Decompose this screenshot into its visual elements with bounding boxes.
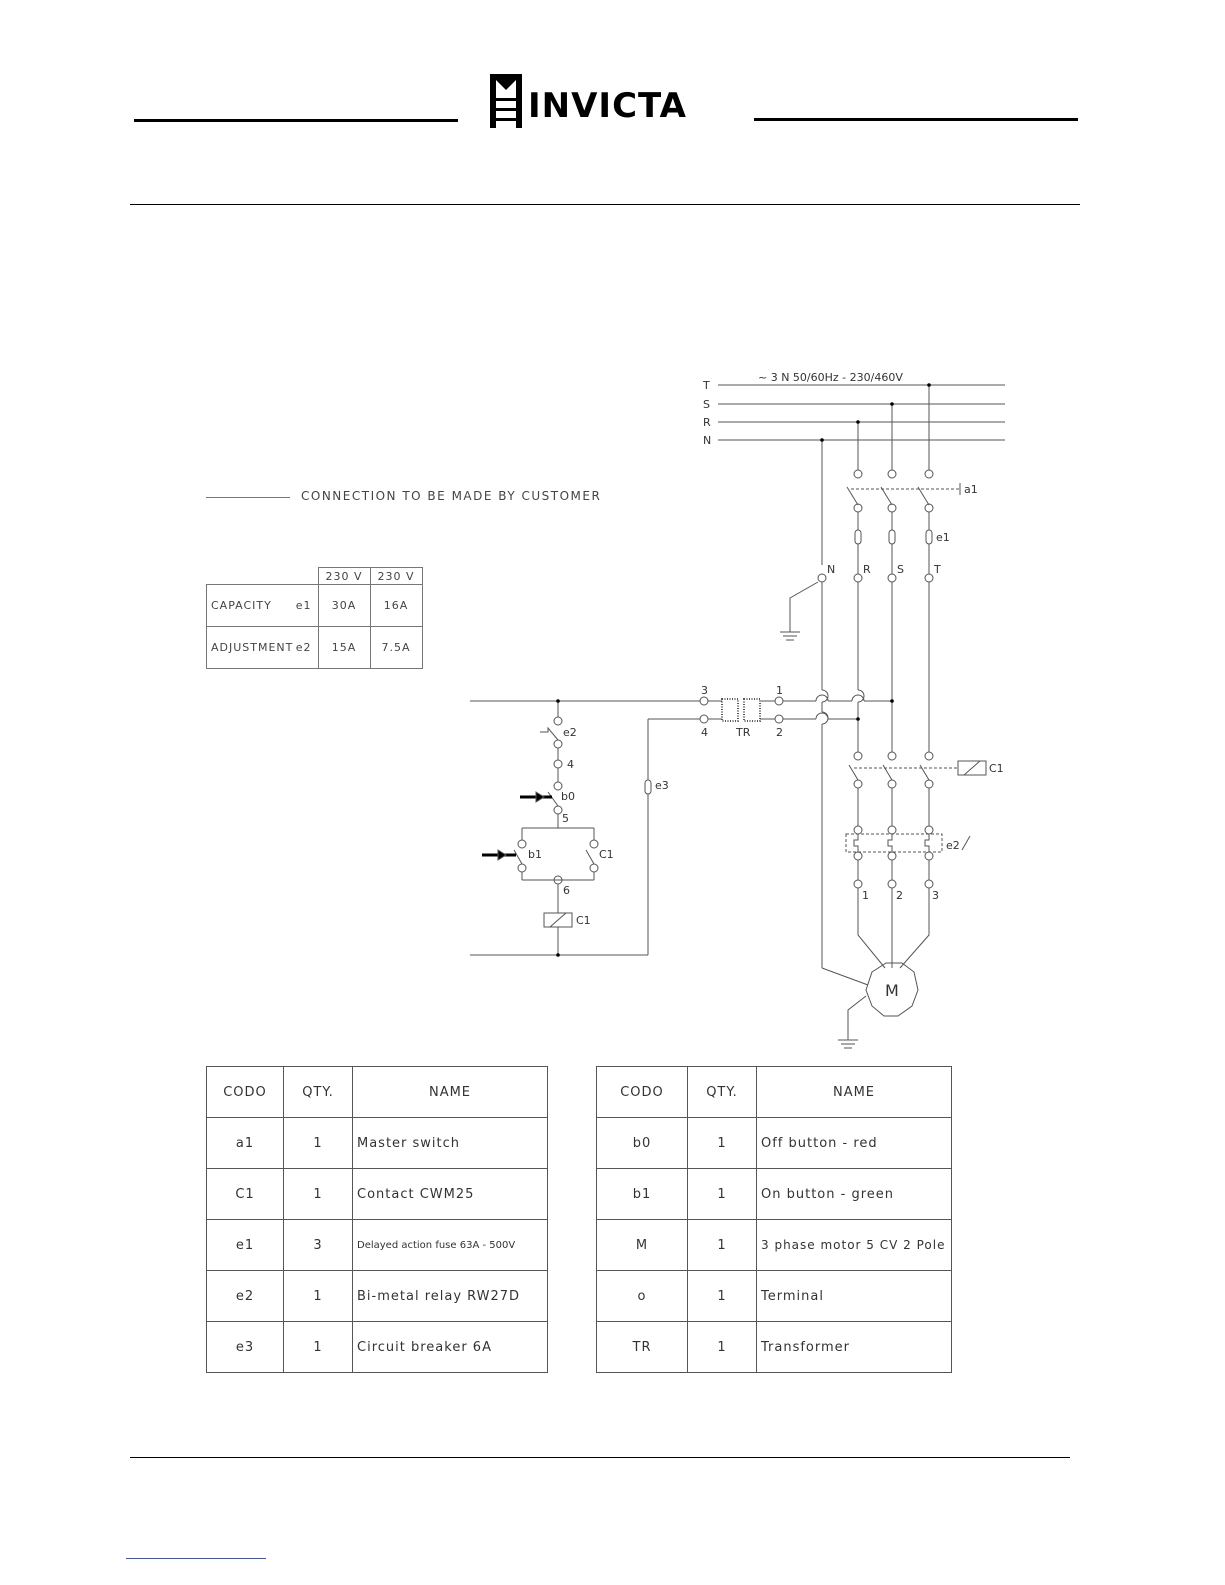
- table-cell: M: [597, 1220, 688, 1271]
- line-label-s: S: [703, 398, 710, 411]
- table-header: CODO: [597, 1067, 688, 1118]
- table-cell: 1: [284, 1169, 353, 1220]
- table-cell: Off button - red: [757, 1118, 952, 1169]
- brand-wordmark: INVICTA: [528, 86, 687, 126]
- table-row: [207, 1322, 548, 1373]
- table-header: NAME: [353, 1067, 548, 1118]
- footer-rule: [130, 1457, 1070, 1458]
- table-cell: On button - green: [757, 1169, 952, 1220]
- table-cell: 3 phase motor 5 CV 2 Pole: [757, 1220, 952, 1271]
- table-header: CODO: [207, 1067, 284, 1118]
- label-node-5: 5: [562, 812, 569, 825]
- table-cell: Terminal: [757, 1271, 952, 1322]
- label-motor-3: 3: [932, 889, 939, 902]
- spec-header-1: 230 V: [318, 568, 370, 585]
- table-cell: e2: [207, 1271, 284, 1322]
- label-b0: b0: [561, 790, 575, 803]
- label-e2-power: e2: [946, 839, 960, 852]
- line-label-r: R: [703, 416, 711, 429]
- label-b1: b1: [528, 848, 542, 861]
- table-cell: b0: [597, 1118, 688, 1169]
- table-row: [207, 1169, 548, 1220]
- table-row: [207, 1118, 548, 1169]
- table-header: QTY.: [688, 1067, 757, 1118]
- table-cell: Bi-metal relay RW27D: [353, 1271, 548, 1322]
- label-motor: M: [885, 981, 899, 1000]
- label-r: R: [863, 563, 871, 576]
- spec-header-2: 230 V: [370, 568, 422, 585]
- label-terminal-1: 1: [776, 684, 783, 697]
- table-header: QTY.: [284, 1067, 353, 1118]
- label-motor-2: 2: [896, 889, 903, 902]
- label-transformer: TR: [736, 726, 751, 739]
- legend-text: CONNECTION TO BE MADE BY CUSTOMER: [301, 489, 602, 503]
- label-n: N: [827, 563, 836, 576]
- label-motor-1: 1: [862, 889, 869, 902]
- label-c1-coil: C1: [576, 914, 591, 927]
- table-cell: C1: [207, 1169, 284, 1220]
- spec-value: 30A: [318, 585, 370, 627]
- table-cell: Master switch: [353, 1118, 548, 1169]
- line-label-t: T: [703, 379, 710, 392]
- label-a1: a1: [964, 483, 978, 496]
- footer-blue-underline: [126, 1558, 266, 1559]
- parts-table-left: [206, 1066, 548, 1373]
- table-cell: Delayed action fuse 63A - 500V: [353, 1220, 548, 1271]
- table-row: [597, 1322, 952, 1373]
- label-e1: e1: [936, 531, 950, 544]
- label-node-4: 4: [567, 758, 574, 771]
- spec-label-adjustment: ADJUSTMENT: [211, 641, 294, 654]
- label-terminal-4: 4: [701, 726, 708, 739]
- label-c1-contact: C1: [599, 848, 614, 861]
- spec-value: 16A: [370, 585, 422, 627]
- table-row: [597, 1220, 952, 1271]
- table-cell: 1: [688, 1220, 757, 1271]
- line-label-n: N: [703, 434, 712, 447]
- table-cell: Contact CWM25: [353, 1169, 548, 1220]
- table-cell: 3: [284, 1220, 353, 1271]
- table-row: [597, 1271, 952, 1322]
- label-e3: e3: [655, 779, 669, 792]
- table-row: [207, 1220, 548, 1271]
- label-t: T: [934, 563, 941, 576]
- spec-label-capacity: CAPACITY: [211, 599, 272, 612]
- table-row: [207, 1271, 548, 1322]
- table-cell: 1: [284, 1271, 353, 1322]
- table-cell: TR: [597, 1322, 688, 1373]
- table-cell: Transformer: [757, 1322, 952, 1373]
- table-cell: b1: [597, 1169, 688, 1220]
- table-cell: Circuit breaker 6A: [353, 1322, 548, 1373]
- table-header: NAME: [757, 1067, 952, 1118]
- supply-label: ~ 3 N 50/60Hz - 230/460V: [758, 371, 903, 384]
- label-terminal-2: 2: [776, 726, 783, 739]
- label-s: S: [897, 563, 904, 576]
- table-cell: a1: [207, 1118, 284, 1169]
- table-cell: 1: [284, 1322, 353, 1373]
- parts-table-right: [596, 1066, 952, 1373]
- label-terminal-3: 3: [701, 684, 708, 697]
- table-cell: e1: [207, 1220, 284, 1271]
- spec-code-e1: e1: [295, 599, 312, 612]
- table-cell: 1: [688, 1118, 757, 1169]
- table-cell: 1: [688, 1169, 757, 1220]
- table-cell: o: [597, 1271, 688, 1322]
- label-node-6: 6: [563, 884, 570, 897]
- table-row: [597, 1118, 952, 1169]
- spec-value: 15A: [318, 627, 370, 669]
- table-cell: e3: [207, 1322, 284, 1373]
- table-cell: 1: [688, 1322, 757, 1373]
- spec-value: 7.5A: [370, 627, 422, 669]
- table-row: [597, 1169, 952, 1220]
- table-cell: 1: [284, 1118, 353, 1169]
- spec-code-e2: e2: [295, 641, 312, 654]
- label-c1-power: C1: [989, 762, 1004, 775]
- label-e2-control: e2: [563, 726, 577, 739]
- table-cell: 1: [688, 1271, 757, 1322]
